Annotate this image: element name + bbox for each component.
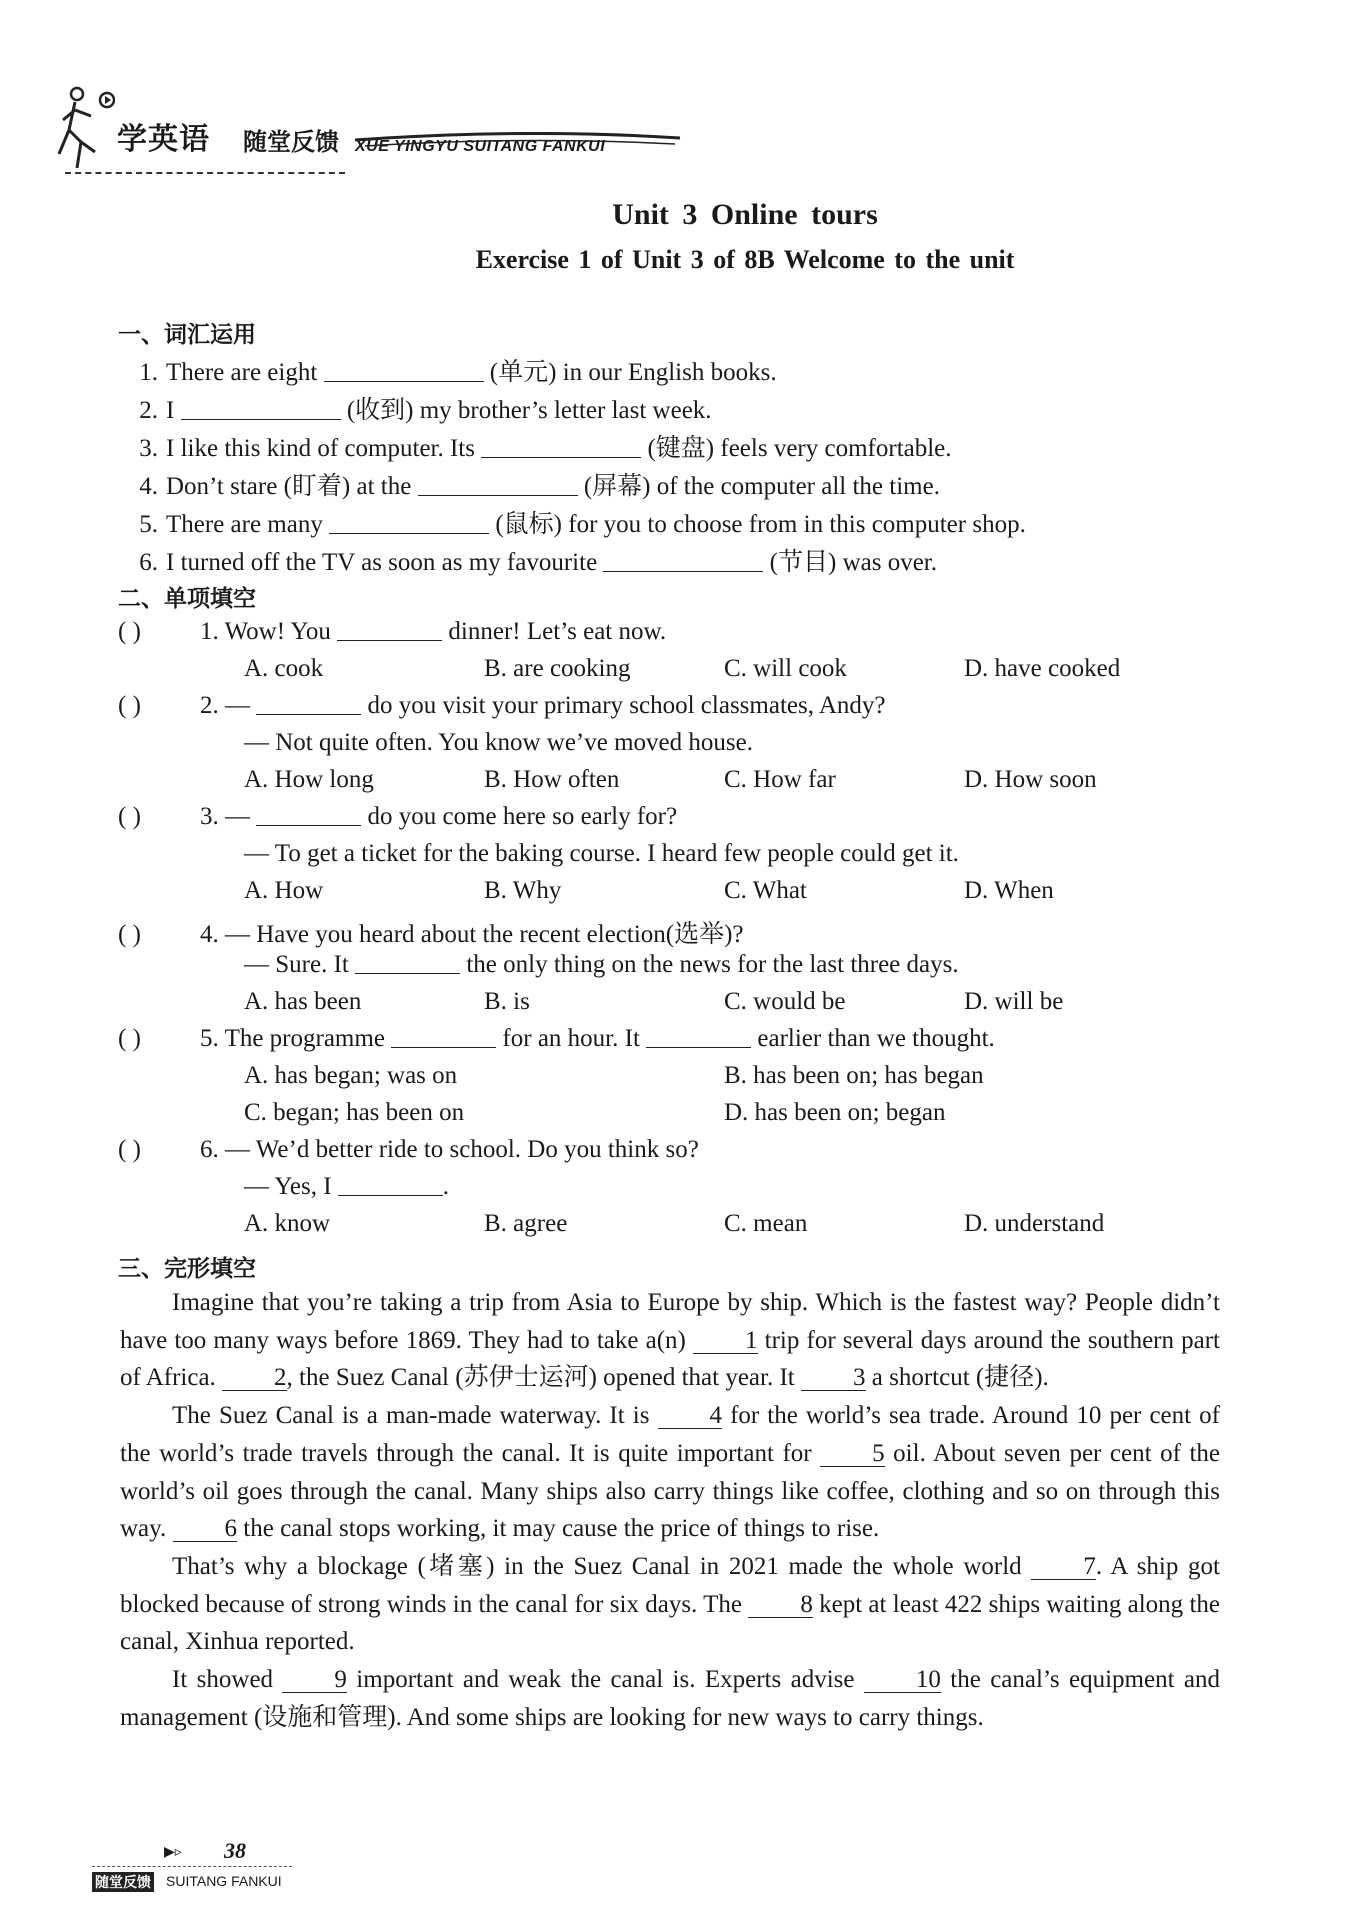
answer-blank [355,952,460,974]
arrow-right-icon: ▶▹ [164,1844,182,1860]
answer-blank [337,619,442,641]
vocab-item: 3. I like this kind of computer. Its (键盘) feels very comfortable. [139,435,952,462]
answer-paren[interactable]: ( ) [118,1136,141,1163]
cloze-paragraph: Imagine that you’re taking a trip from Asia to Europe by ship. Which is the fastest way? People didn’t have too many ways before 1869. They had to take a(n) 1 trip for several days around the southern part of Africa. 2, the Suez Canal (苏伊士运河) opened that year. It 3 a shortcut (捷径). [120,1289,1220,1392]
page-number: 38 [224,1838,246,1863]
book-header [55,82,655,182]
footer-dashed-line [92,1866,292,1867]
cloze-paragraph: The Suez Canal is a man-made waterway. It is 4 for the world’s sea trade. Around 10 per cent of the world’s trade travels through the canal. It is quite important for 5 oil. About seven per cent of the world’s oil goes through the canal. Many ships also carry things like coffee, clothing and so on through this way. 6 the canal stops working, it may cause the price of things to rise. [120,1402,1220,1543]
option-a[interactable]: A. has began; was on [244,1062,458,1089]
answer-blank [391,1026,496,1048]
page-footer [92,1838,392,1898]
option-c[interactable]: C. began; has been on [244,1099,465,1126]
answer-blank [646,1026,751,1048]
swoosh-decoration-icon [345,132,685,172]
mc-dialogue-line: — Not quite often. You know we’ve moved house. [244,729,753,756]
option-c[interactable]: C. mean [724,1210,808,1237]
option-b[interactable]: B. are cooking [484,655,631,682]
vocab-item: 2. I (收到) my brother’s letter last week. [139,397,712,424]
exercise-title: Exercise 1 of Unit 3 of 8B Welcome to the unit [475,245,1015,274]
option-d[interactable]: D. will be [964,988,1064,1015]
option-c[interactable]: C. How far [724,766,836,793]
answer-paren[interactable]: ( ) [118,618,141,645]
answer-blank[interactable] [603,550,763,572]
option-c[interactable]: C. What [724,877,807,904]
mc-question: ( ) 2. — do you visit your primary school classmates, Andy? [118,692,886,719]
header-subtitle: 随堂反馈 [243,128,339,156]
answer-blank [256,693,361,715]
answer-blank[interactable] [329,512,489,534]
option-d[interactable]: D. have cooked [964,655,1121,682]
option-b[interactable]: B. How often [484,766,620,793]
option-a[interactable]: A. has been [244,988,362,1015]
cloze-blank[interactable]: 7 [1031,1555,1096,1580]
option-c[interactable]: C. will cook [724,655,847,682]
mc-dialogue-line: — Sure. It the only thing on the news for the last three days. [244,951,959,978]
cloze-blank[interactable]: 5 [820,1442,885,1467]
cloze-blank[interactable]: 3 [801,1366,866,1391]
answer-blank [338,1174,443,1196]
cloze-blank[interactable]: 8 [748,1593,813,1618]
header-title: 学英语 [117,122,210,157]
unit-title: Unit 3 Online tours [612,198,878,231]
answer-paren[interactable]: ( ) [118,921,141,948]
cloze-blank[interactable]: 4 [658,1404,723,1429]
cloze-paragraph: That’s why a blockage (堵塞) in the Suez Canal in 2021 made the whole world 7. A ship got blocked because of strong winds in the canal for six days. The 8 kept at least 422 ships waiting along the canal, Xinhua reported. [120,1552,1220,1656]
section-heading-cloze: 三、完形填空 [118,1256,256,1282]
vocab-item: 1. There are eight (单元) in our English books. [139,359,777,386]
cloze-blank[interactable]: 10 [864,1668,941,1693]
option-a[interactable]: A. How long [244,766,374,793]
answer-blank[interactable] [324,360,484,382]
answer-paren[interactable]: ( ) [118,1025,141,1052]
option-d[interactable]: D. has been on; began [724,1099,946,1126]
header-dashed-line [65,172,345,174]
option-b[interactable]: B. has been on; has began [724,1062,984,1089]
answer-paren[interactable]: ( ) [118,692,141,719]
header-pinyin: XUE YINGYU SUITANG FANKUI [355,138,606,155]
runner-logo-icon [55,82,115,177]
cloze-blank[interactable]: 2 [222,1366,287,1391]
option-d[interactable]: D. When [964,877,1054,904]
answer-blank [256,804,361,826]
option-b[interactable]: B. is [484,988,530,1015]
option-a[interactable]: A. know [244,1210,331,1237]
option-a[interactable]: A. cook [244,655,324,682]
footer-pinyin: SUITANG FANKUI [166,1873,282,1889]
cloze-blank[interactable]: 1 [693,1329,758,1354]
answer-blank[interactable] [181,398,341,420]
footer-tag: 随堂反馈 [92,1872,154,1892]
mc-question: ( ) 1. Wow! You dinner! Let’s eat now. [118,618,667,645]
option-b[interactable]: B. agree [484,1210,568,1237]
mc-question: ( ) 4. — Have you heard about the recent election(选举)? [118,921,744,948]
mc-dialogue-line: — To get a ticket for the baking course. I heard few people could get it. [244,840,959,867]
cloze-passage [120,1284,1220,1736]
vocab-item: 5. There are many (鼠标) for you to choose from in this computer shop. [139,511,1026,538]
section-heading-multiple-choice: 二、单项填空 [118,586,256,612]
option-d[interactable]: D. How soon [964,766,1097,793]
option-a[interactable]: A. How [244,877,324,904]
mc-question: ( ) 6. — We’d better ride to school. Do you think so? [118,1136,699,1163]
cloze-blank[interactable]: 9 [282,1668,347,1693]
mc-question: ( ) 3. — do you come here so early for? [118,803,678,830]
mc-question: ( ) 5. The programme for an hour. It earlier than we thought. [118,1025,995,1052]
option-d[interactable]: D. understand [964,1210,1105,1237]
vocab-item: 6. I turned off the TV as soon as my favourite (节目) was over. [139,549,937,576]
answer-blank[interactable] [481,436,641,458]
cloze-paragraph: It showed 9 important and weak the canal is. Experts advise 10 the canal’s equipment and management (设施和管理). And some ships are looking for new ways to carry things. [120,1666,1220,1731]
mc-dialogue-line: — Yes, I . [244,1173,450,1200]
section-heading-vocabulary: 一、词汇运用 [118,322,256,348]
vocab-item: 4. Don’t stare (盯着) at the (屏幕) of the computer all the time. [139,473,940,500]
answer-paren[interactable]: ( ) [118,803,141,830]
answer-blank[interactable] [418,474,578,496]
cloze-blank[interactable]: 6 [173,1517,238,1542]
option-c[interactable]: C. would be [724,988,846,1015]
option-b[interactable]: B. Why [484,877,562,904]
